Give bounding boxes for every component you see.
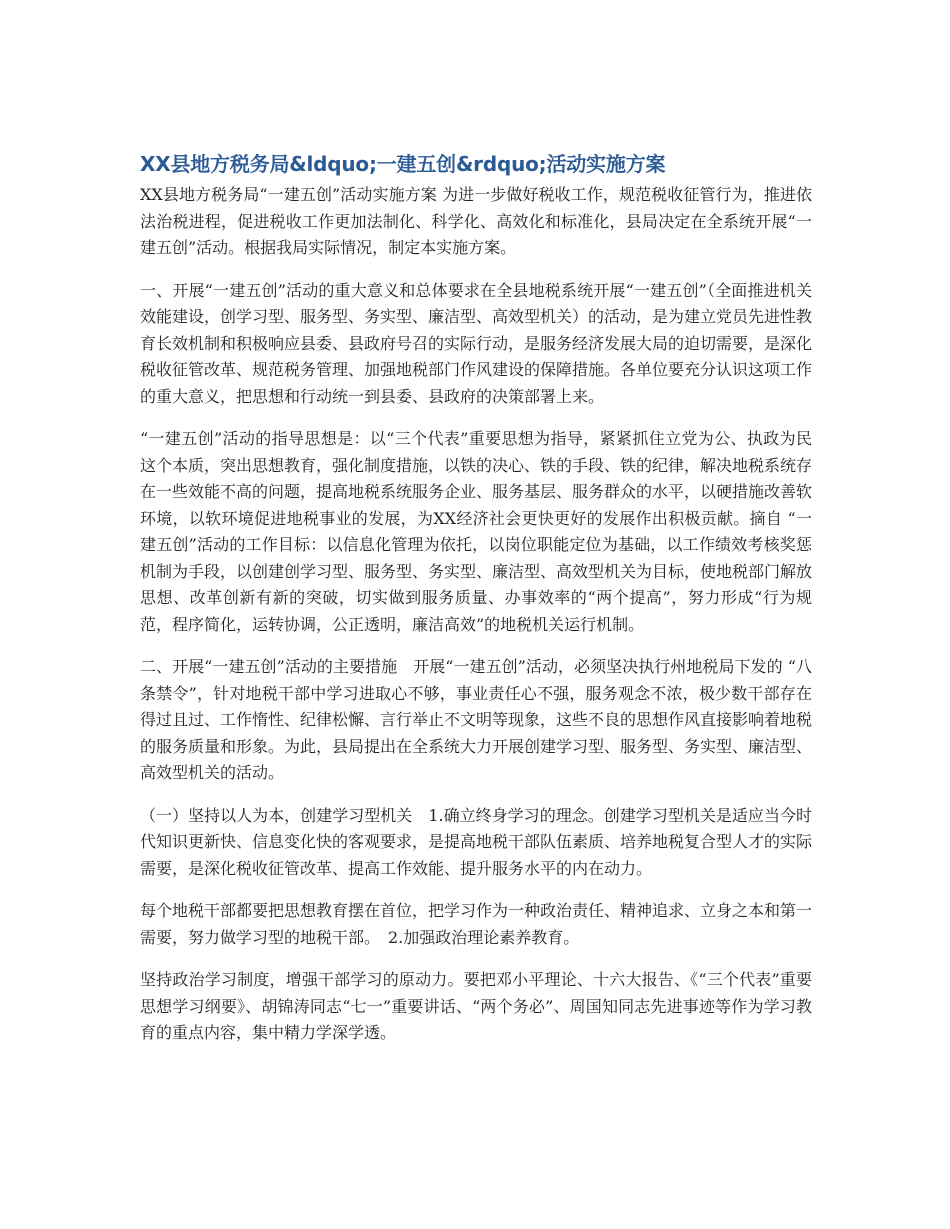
paragraph-ideological-education: 每个地税干部都要把思想教育摆在首位，把学习作为一种政治责任、精神追求、立身之本和第一需要，努力做学习型的地税干部。 2.加强政治理论素养教育。 bbox=[140, 901, 813, 947]
paragraph-intro: XX县地方税务局“一建五创”活动实施方案 为进一步做好税收工作，规范税收征管行为，推进依法治税进程，促进税收工作更加法制化、科学化、高效化和标准化，县局决定在全系统开展“一建五创”活动。根据我局实际情况，制定本实施方案。 bbox=[140, 185, 812, 257]
paragraph-learning-organization: （一）坚持以人为本，创建学习型机关 1.确立终身学习的理念。创建学习型机关是适应当今时代知识更新快、信息变化快的客观要求，是提高地税干部队伍素质、培养地税复合型人才的实际需要，是深化税收征管改革、提高工作效能、提升服务水平的内在动力。 bbox=[140, 805, 813, 878]
paragraph-significance: 一、开展“一建五创”活动的重大意义和总体要求在全县地税系统开展“一建五创”（全面推进机关效能建设，创学习型、服务型、务实型、廉洁型、高效型机关）的活动，是为建立党员先进性教育长效机制和积极响应县委、县政府号召的实际行动，是服务经济发展大局的迫切需要，是深化税收征管改革、规范税务管理、加强地税部门作风建设的保障措施。各单位要充分认识这项工作的重大意义，把思想和行动统一到县委、县政府的决策部署上来。 bbox=[140, 280, 813, 406]
document-title: XX县地方税务局&ldquo;一建五创&rdquo;活动实施方案 bbox=[140, 152, 666, 176]
document-page bbox=[140, 148, 812, 1063]
paragraph-guiding-thought: “一建五创”活动的指导思想是：以“三个代表”重要思想为指导，紧紧抓住立党为公、执政为民这个本质，突出思想教育，强化制度措施，以铁的决心、铁的手段、铁的纪律，解决地税系统存在一些效能不高的问题，提高地税系统服务企业、服务基层、服务群众的水平，以硬措施改善软环境，以软环境促进地税事业的发展，为XX经济社会更快更好的发展作出积极贡献。摘自 “一建五创”活动的工作目标：以信息化管理为依托，以岗位职能定位为基础，以工作绩效考核奖惩机制为手段，以创建创学习型、服务型、务实型、廉洁型、高效型机关为目标，使地税部门解放思想、改革创新有新的突破，切实做到服务质量、办事效率的“两个提高”，努力形成“行为规范，程序简化，运转协调，公正透明，廉洁高效”的地税机关运行机制。 bbox=[140, 429, 813, 634]
paragraph-main-measures: 二、开展“一建五创”活动的主要措施 开展“一建五创”活动，必须坚决执行州地税局下发的 “八条禁令”，针对地税干部中学习进取心不够，事业责任心不强，服务观念不浓，极少数干部存在得过且过、工作惰性、纪律松懈、言行举止不文明等现象，这些不良的思想作风直接影响着地税的服务质量和形象。为此，县局提出在全系统大力开展创建学习型、服务型、务实型、廉洁型、高效型机关的活动。 bbox=[140, 657, 813, 782]
paragraph-political-study: 坚持政治学习制度，增强干部学习的原动力。要把邓小平理论、十六大报告、《“三个代表”重要思想学习纲要》、胡锦涛同志“七一”重要讲话、“两个务必”、周国知同志先进事迹等作为学习教育的重点内容，集中精力学深学透。 bbox=[140, 970, 812, 1042]
